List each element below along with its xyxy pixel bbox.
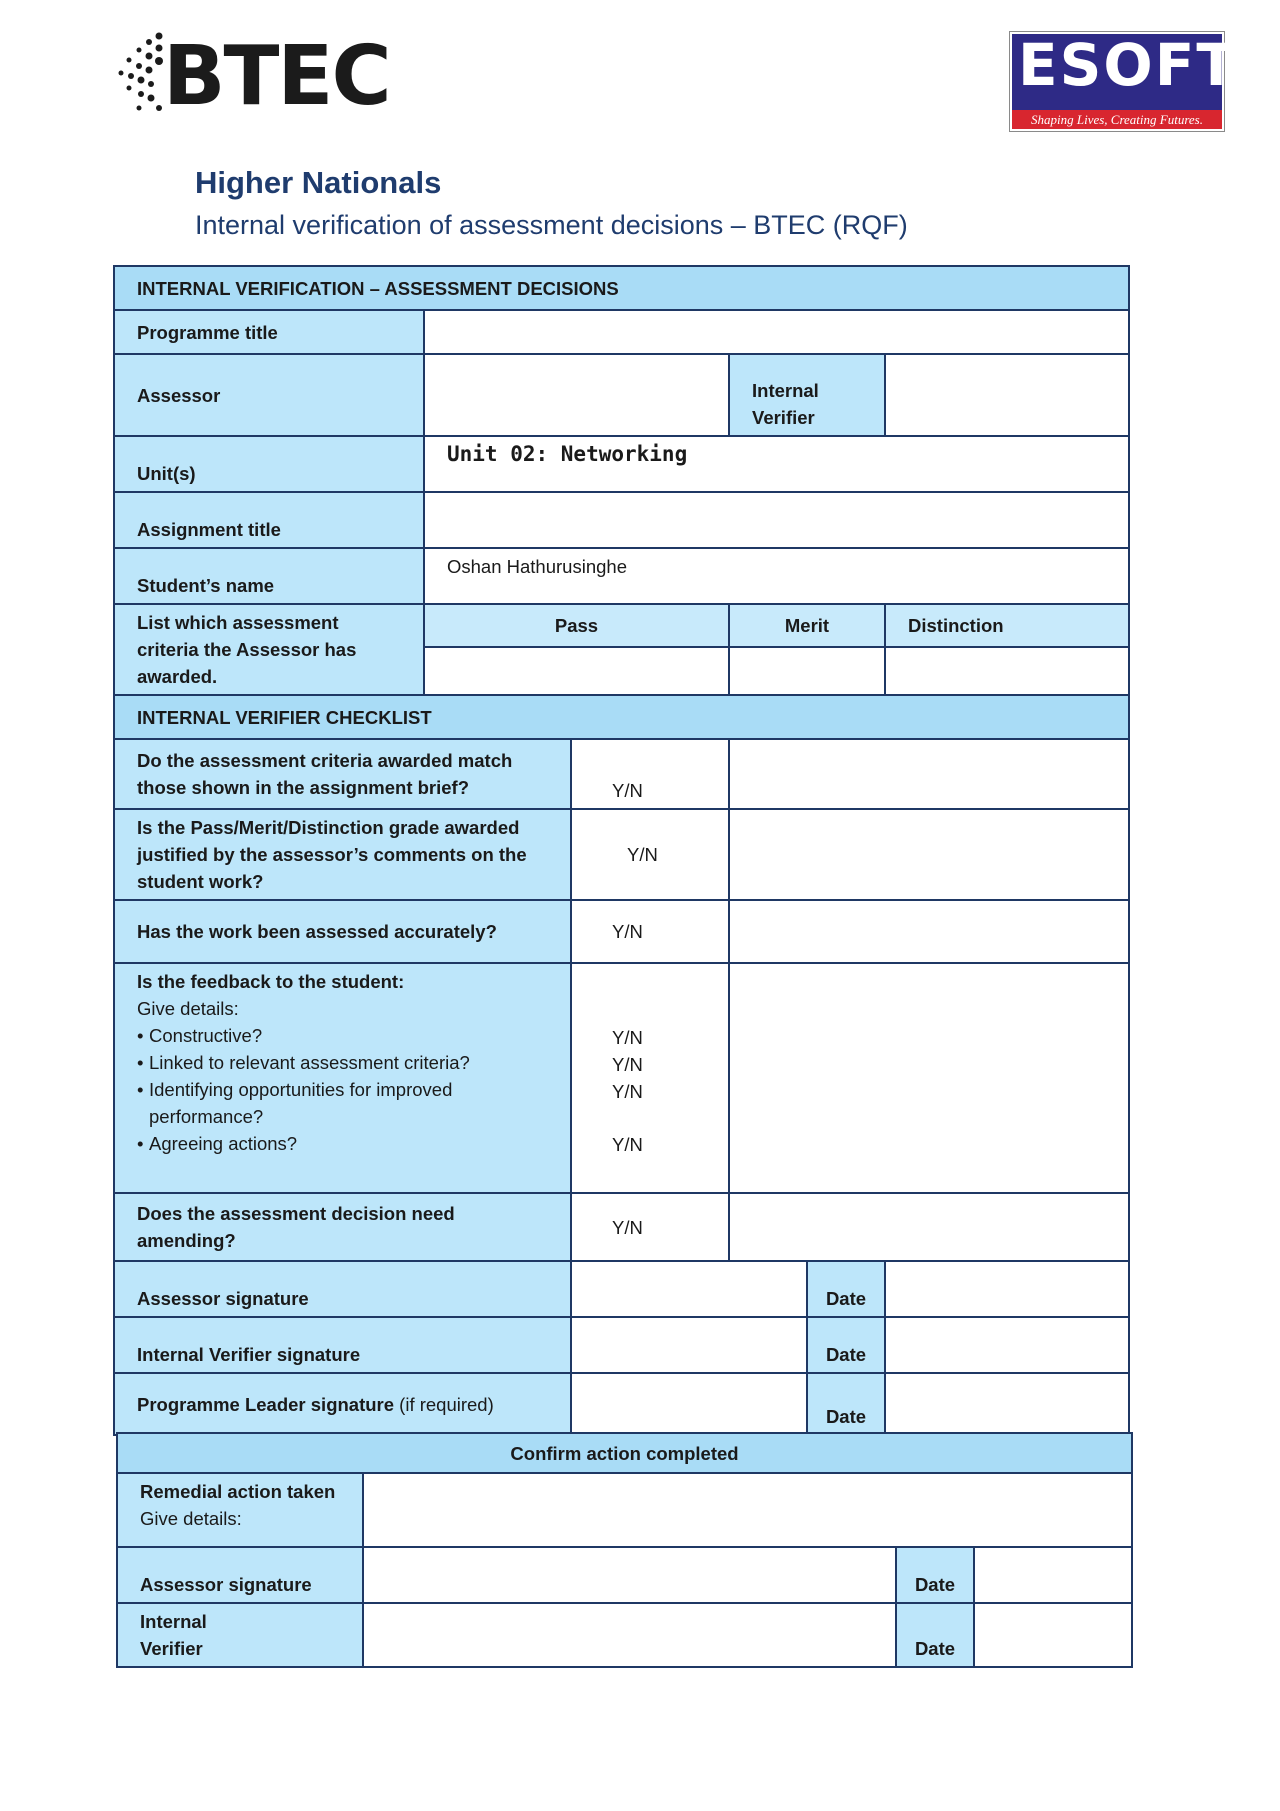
- confirm-assessor-signature-label: Assessor signature: [117, 1547, 363, 1603]
- iv-date-field[interactable]: [885, 1317, 1129, 1373]
- pl-signature-note: (if required): [399, 1393, 494, 1415]
- confirm-action-table: [116, 1432, 1133, 1668]
- q5-comment-field[interactable]: [729, 1193, 1129, 1261]
- q4-yn-group: [571, 963, 729, 1193]
- confirm-assessor-date-label: Date: [896, 1547, 974, 1603]
- esoft-tagline: Shaping Lives, Creating Futures.: [1012, 110, 1222, 129]
- units-field[interactable]: Unit 02: Networking: [424, 436, 1129, 492]
- esoft-logo: [1010, 31, 1238, 131]
- btec-dots-icon: [115, 28, 165, 118]
- iv-date-label: Date: [807, 1317, 885, 1373]
- remedial-give-details: Give details:: [140, 1508, 242, 1529]
- programme-title-field[interactable]: [424, 310, 1129, 354]
- q5-label: Does the assessment decision need amending?: [114, 1193, 571, 1261]
- student-name-field[interactable]: Oshan Hathurusinghe: [424, 548, 1129, 604]
- q4-yn-spacer: [612, 1105, 706, 1131]
- assessor-label: Assessor: [114, 354, 424, 436]
- confirm-iv-signature-field[interactable]: [363, 1603, 896, 1667]
- section-title: INTERNAL VERIFICATION – ASSESSMENT DECISIONS: [114, 266, 1129, 310]
- merit-criteria-field[interactable]: [729, 647, 885, 695]
- q4-yn-agreeing[interactable]: Y/N: [612, 1134, 643, 1155]
- q4-yn-constructive[interactable]: Y/N: [612, 1027, 643, 1048]
- distinction-header: Distinction: [885, 604, 1129, 647]
- q1-label: Do the assessment criteria awarded match those shown in the assignment brief?: [114, 739, 571, 809]
- q4-label: [114, 963, 571, 1193]
- confirm-iv-label: Internal Verifier: [117, 1603, 363, 1667]
- internal-verifier-field[interactable]: [885, 354, 1129, 436]
- confirm-assessor-date-field[interactable]: [974, 1547, 1132, 1603]
- q4-comment-field[interactable]: [729, 963, 1129, 1193]
- q4-item-agreeing: • Agreeing actions?: [137, 1130, 548, 1157]
- student-name-label: Student’s name: [114, 548, 424, 604]
- pl-date-field[interactable]: [885, 1373, 1129, 1435]
- remedial-title: Remedial action taken: [140, 1481, 336, 1502]
- programme-title-label: Programme title: [114, 310, 424, 354]
- q4-yn-linked[interactable]: Y/N: [612, 1054, 643, 1075]
- distinction-criteria-field[interactable]: [885, 647, 1129, 695]
- pass-criteria-field[interactable]: [424, 647, 729, 695]
- q2-label: Is the Pass/Merit/Distinction grade awarded justified by the assessor’s comments on the student work?: [114, 809, 571, 900]
- q3-yn[interactable]: Y/N: [571, 900, 729, 963]
- remedial-label: [117, 1473, 363, 1547]
- pl-date-label: Date: [807, 1373, 885, 1435]
- remedial-field[interactable]: [363, 1473, 1132, 1547]
- q1-yn[interactable]: Y/N: [571, 739, 729, 809]
- q5-yn[interactable]: Y/N: [571, 1193, 729, 1261]
- q4-list: [137, 1022, 548, 1157]
- q2-yn[interactable]: Y/N: [571, 809, 729, 900]
- checklist-title: INTERNAL VERIFIER CHECKLIST: [114, 695, 1129, 739]
- q2-comment-field[interactable]: [729, 809, 1129, 900]
- pl-signature-text: Programme Leader signature: [137, 1393, 395, 1415]
- q3-label: Has the work been assessed accurately?: [114, 900, 571, 963]
- q4-item-opportunities: • Identifying opportunities for improved performance?: [137, 1076, 548, 1130]
- confirm-title: Confirm action completed: [117, 1433, 1132, 1473]
- q3-comment-field[interactable]: [729, 900, 1129, 963]
- pl-signature-field[interactable]: [571, 1373, 807, 1435]
- assessor-signature-field[interactable]: [571, 1261, 807, 1317]
- assignment-title-field[interactable]: [424, 492, 1129, 548]
- iv-signature-label: Internal Verifier signature: [114, 1317, 571, 1373]
- q4-item-constructive: • Constructive?: [137, 1022, 548, 1049]
- btec-logo-text: BTEC: [163, 29, 390, 124]
- page-subtitle: Internal verification of assessment decisions – BTEC (RQF): [195, 210, 908, 240]
- merit-header: Merit: [729, 604, 885, 647]
- confirm-iv-date-label: Date: [896, 1603, 974, 1667]
- verification-table: [113, 265, 1130, 1436]
- q4-item-linked: • Linked to relevant assessment criteria?: [137, 1049, 548, 1076]
- esoft-logo-text: ESOFT: [1018, 31, 1238, 99]
- q4-give-details: Give details:: [137, 998, 239, 1019]
- units-label: Unit(s): [114, 436, 424, 492]
- confirm-iv-date-field[interactable]: [974, 1603, 1132, 1667]
- q4-yn-opportunities[interactable]: Y/N: [612, 1081, 643, 1102]
- confirm-assessor-signature-field[interactable]: [363, 1547, 896, 1603]
- assignment-title-label: Assignment title: [114, 492, 424, 548]
- assessor-date-label: Date: [807, 1261, 885, 1317]
- assessor-date-field[interactable]: [885, 1261, 1129, 1317]
- q1-comment-field[interactable]: [729, 739, 1129, 809]
- assessor-field[interactable]: [424, 354, 729, 436]
- internal-verifier-label: Internal Verifier: [729, 354, 885, 436]
- page-title: Higher Nationals: [195, 165, 442, 200]
- criteria-label: List which assessment criteria the Assessor has awarded.: [114, 604, 424, 695]
- pass-header: Pass: [424, 604, 729, 647]
- q4-title: Is the feedback to the student:: [137, 971, 405, 992]
- assessor-signature-label: Assessor signature: [114, 1261, 571, 1317]
- iv-signature-field[interactable]: [571, 1317, 807, 1373]
- pl-signature-label: [114, 1373, 571, 1435]
- btec-logo: [115, 28, 390, 128]
